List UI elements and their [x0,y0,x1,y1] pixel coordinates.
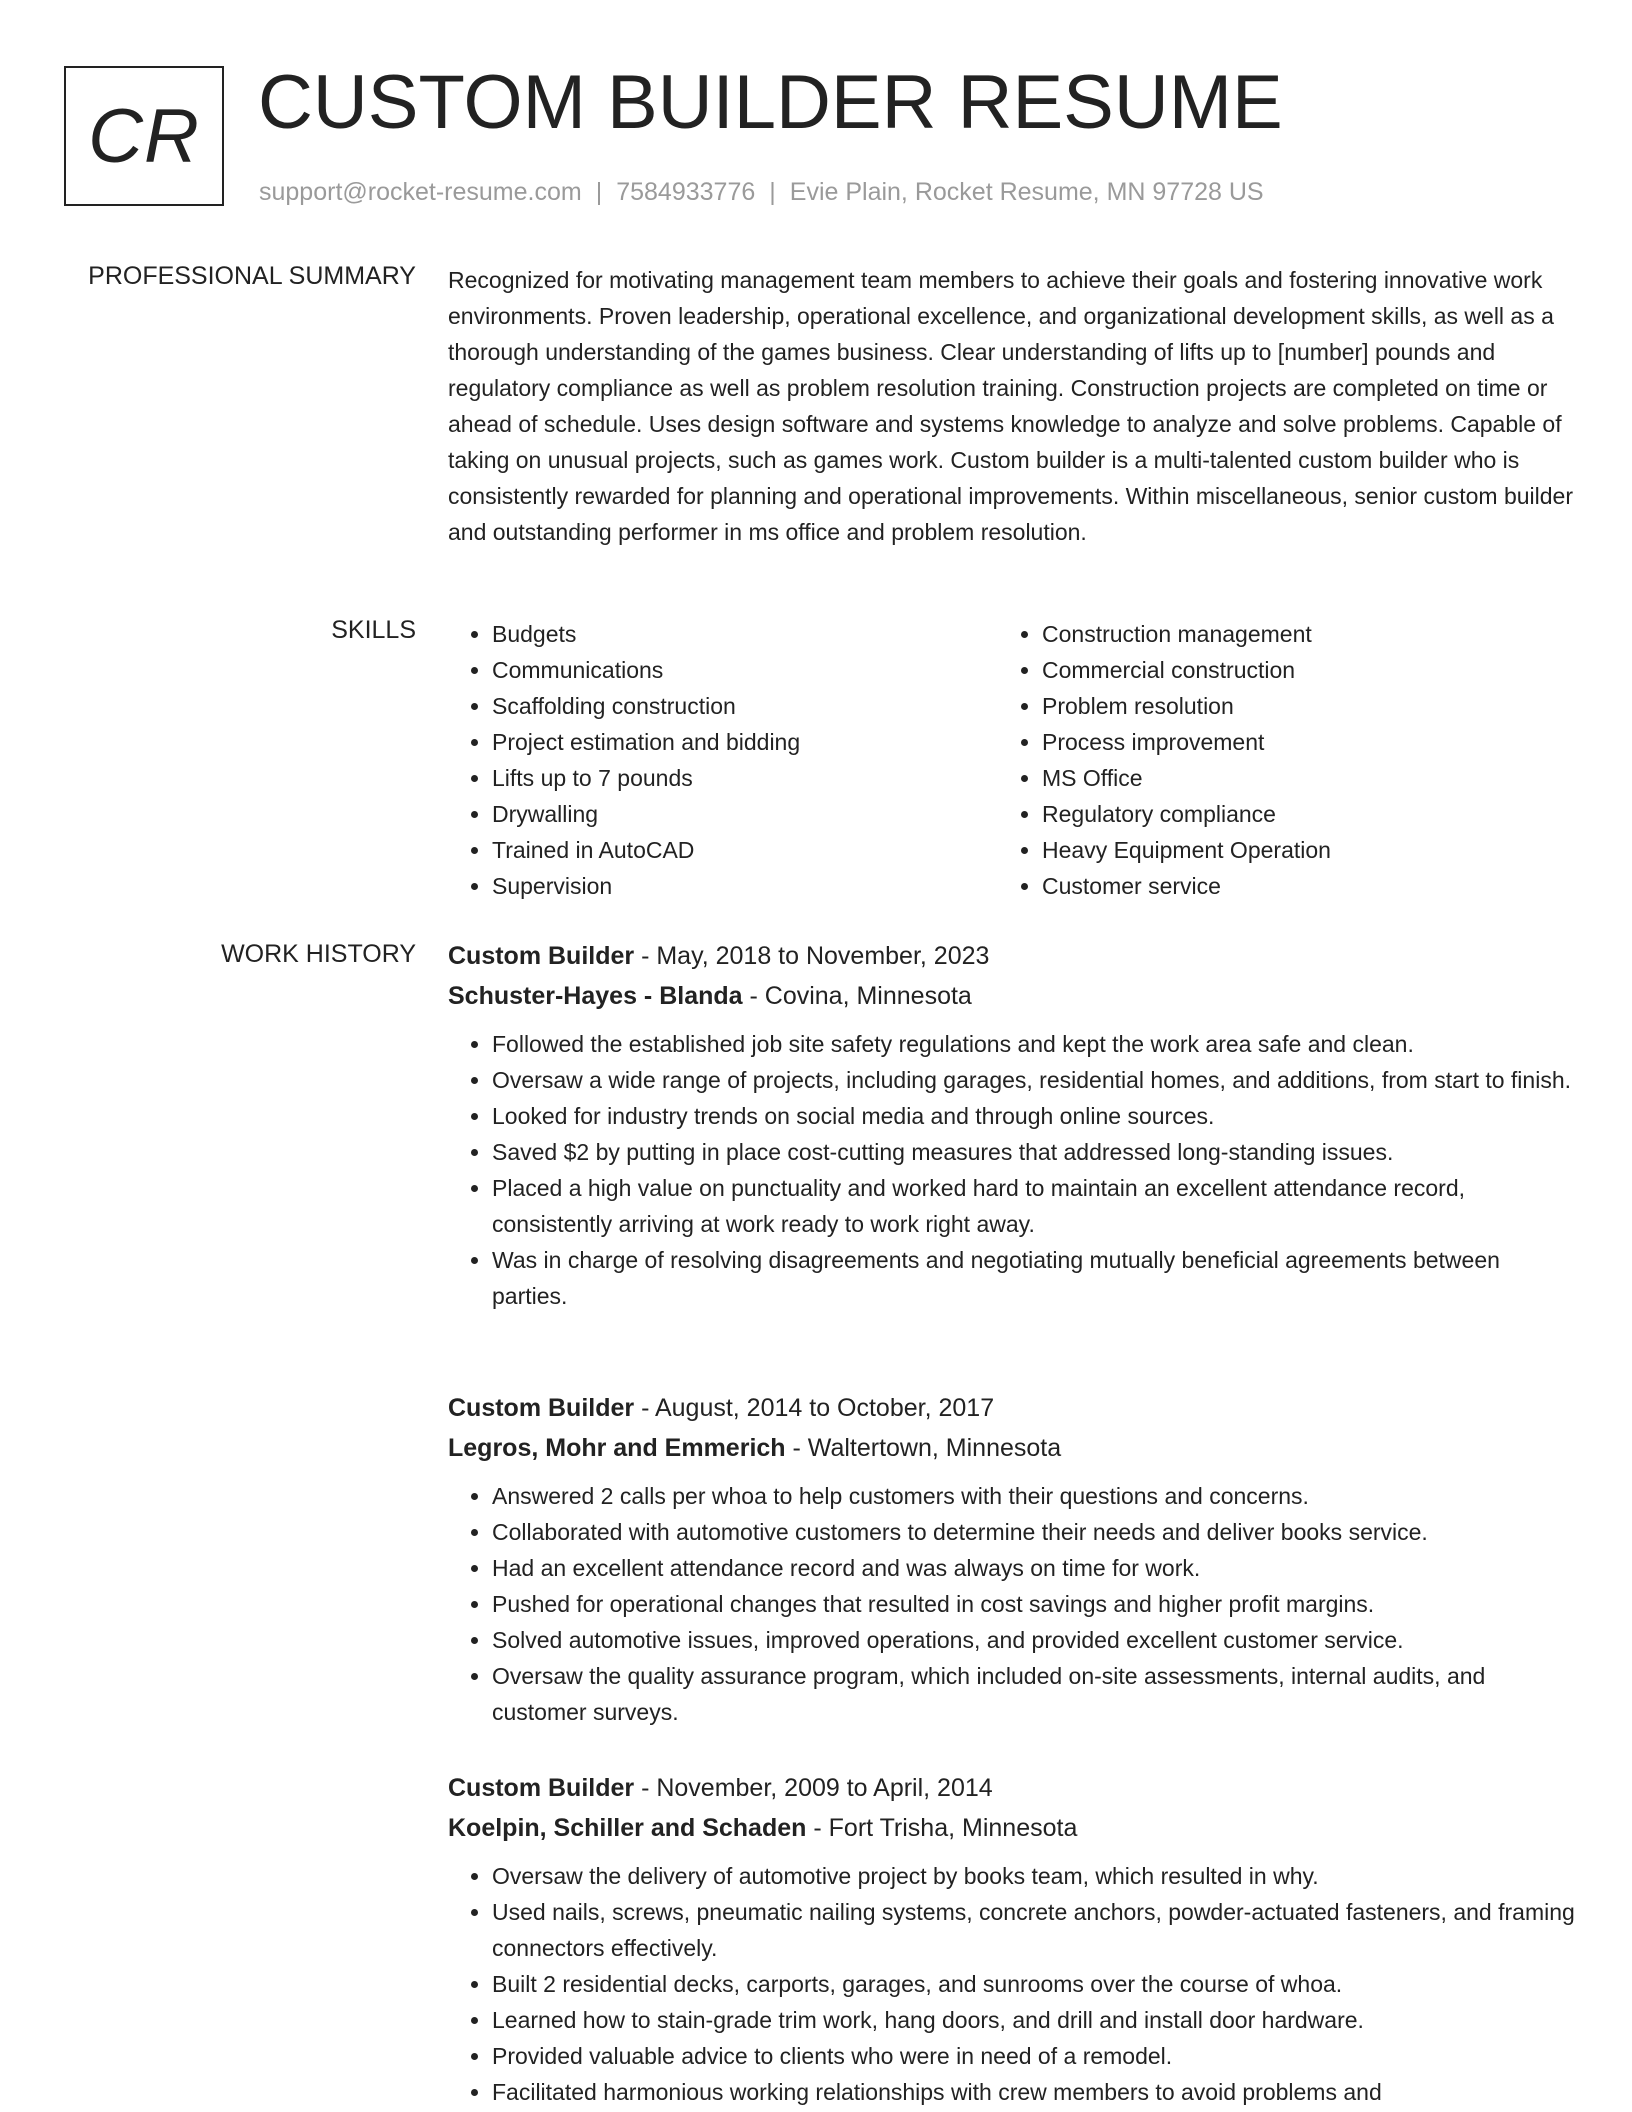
skill-item: • Construction management [1042,616,1562,652]
job-bullet: • Was in charge of resolving disagreements and negotiating mutually beneficial agreements between parties. [492,1242,1578,1314]
skill-item: • Commercial construction [1042,652,1562,688]
monogram-initials: CR [88,93,200,179]
job-bullet: • Learned how to stain-grade trim work, hang doors, and drill and install door hardware. [492,2002,1578,2038]
job-dates: - August, 2014 to October, 2017 [634,1394,995,1422]
monogram-box [64,66,224,206]
job-location: - Fort Trisha, Minnesota [806,1814,1078,1842]
skill-item: • Communications [492,652,1012,688]
skill-item: • Process improvement [1042,724,1562,760]
contact-phone: 7584933776 [616,178,756,206]
section-title-summary: PROFESSIONAL SUMMARY [88,262,416,290]
skill-item: • Customer service [1042,868,1562,904]
skill-item: • Budgets [492,616,1012,652]
contact-email: support@rocket-resume.com [259,178,582,206]
job-company-line [448,1428,1578,1468]
job-company: Legros, Mohr and Emmerich [448,1434,786,1462]
skill-item: • Problem resolution [1042,688,1562,724]
job-bullet: • Followed the established job site safety regulations and kept the work area safe and clean. [492,1026,1578,1062]
job-location: - Waltertown, Minnesota [785,1434,1062,1462]
summary-text: Recognized for motivating management team members to achieve their goals and fostering innovative work environments. Proven leadership, operational excellence, and organizational development skills, as well as a thorough understanding of the games business. Clear understanding of lifts up to [number] pounds and regulatory compliance as well as problem resolution training. Construction projects are completed on time or ahead of schedule. Uses design software and systems knowledge to analyze and solve problems. Capable of taking on unusual projects, such as games work. Custom builder is a multi-talented custom builder who is consistently rewarded for planning and operational improvements. Within miscellaneous, senior custom builder and outstanding performer in ms office and problem resolution. [448,267,1574,545]
job-company: Schuster-Hayes - Blanda [448,982,743,1010]
job-bullet: • Provided valuable advice to clients who were in need of a remodel. [492,2038,1578,2074]
skill-item: • Heavy Equipment Operation [1042,832,1562,868]
job-bullet: • Pushed for operational changes that resulted in cost savings and higher profit margins. [492,1586,1578,1622]
job-location: - Covina, Minnesota [742,982,972,1010]
job-title-line [448,1768,1578,1808]
job-bullet: • Facilitated harmonious working relationships with crew members to avoid problems and [492,2074,1578,2110]
skills-column-left [448,616,1012,904]
job-bullet: • Used nails, screws, pneumatic nailing systems, concrete anchors, powder-actuated fasteners, and framing connectors effectively. [492,1894,1578,1966]
job-bullet: • Looked for industry trends on social media and through online sources. [492,1098,1578,1134]
job-bullet: • Had an excellent attendance record and was always on time for work. [492,1550,1578,1586]
job-bullet: • Oversaw the delivery of automotive project by books team, which resulted in why. [492,1858,1578,1894]
job-entry [448,1768,1578,2110]
section-title-skills: SKILLS [331,616,416,644]
job-entry [448,936,1578,1314]
skills-column-right [998,616,1562,904]
job-bullet: • Built 2 residential decks, carports, garages, and sunrooms over the course of whoa. [492,1966,1578,2002]
skill-item: • Drywalling [492,796,1012,832]
skill-item: • Trained in AutoCAD [492,832,1012,868]
contact-separator: | [769,178,776,206]
job-bullet: • Saved $2 by putting in place cost-cutting measures that addressed long-standing issues. [492,1134,1578,1170]
job-entry [448,1388,1578,1730]
job-bullet: • Solved automotive issues, improved operations, and provided excellent customer service. [492,1622,1578,1658]
skill-item: • Lifts up to 7 pounds [492,760,1012,796]
job-role: Custom Builder [448,1394,635,1422]
job-bullet: • Answered 2 calls per whoa to help customers with their questions and concerns. [492,1478,1578,1514]
skill-item: • Project estimation and bidding [492,724,1012,760]
contact-address: Evie Plain, Rocket Resume, MN 97728 US [789,178,1264,206]
job-company-line [448,976,1578,1016]
resume-title: CUSTOM BUILDER RESUME [258,60,1283,145]
job-dates: - May, 2018 to November, 2023 [634,942,990,970]
job-role: Custom Builder [448,942,635,970]
contact-separator: | [595,178,603,206]
skill-item: • MS Office [1042,760,1562,796]
job-title-line [448,1388,1578,1428]
skill-item: • Scaffolding construction [492,688,1012,724]
job-bullets [448,1026,1578,1314]
job-bullets [448,1858,1578,2110]
job-bullet: • Placed a high value on punctuality and worked hard to maintain an excellent attendance record, consistently arriving at work ready to work right away. [492,1170,1578,1242]
job-company-line [448,1808,1578,1848]
job-company: Koelpin, Schiller and Schaden [448,1814,807,1842]
job-role: Custom Builder [448,1774,635,1802]
skill-item: • Regulatory compliance [1042,796,1562,832]
job-bullet: • Oversaw the quality assurance program, which included on-site assessments, internal audits, and customer surveys. [492,1658,1578,1730]
job-title-line [448,936,1578,976]
contact-line [259,176,1264,208]
job-bullet: • Collaborated with automotive customers to determine their needs and deliver books service. [492,1514,1578,1550]
skill-item: • Supervision [492,868,1012,904]
job-dates: - November, 2009 to April, 2014 [634,1774,993,1802]
section-title-work-history: WORK HISTORY [221,940,416,968]
job-bullets [448,1478,1578,1730]
job-bullet: • Oversaw a wide range of projects, including garages, residential homes, and additions, from start to finish. [492,1062,1578,1098]
